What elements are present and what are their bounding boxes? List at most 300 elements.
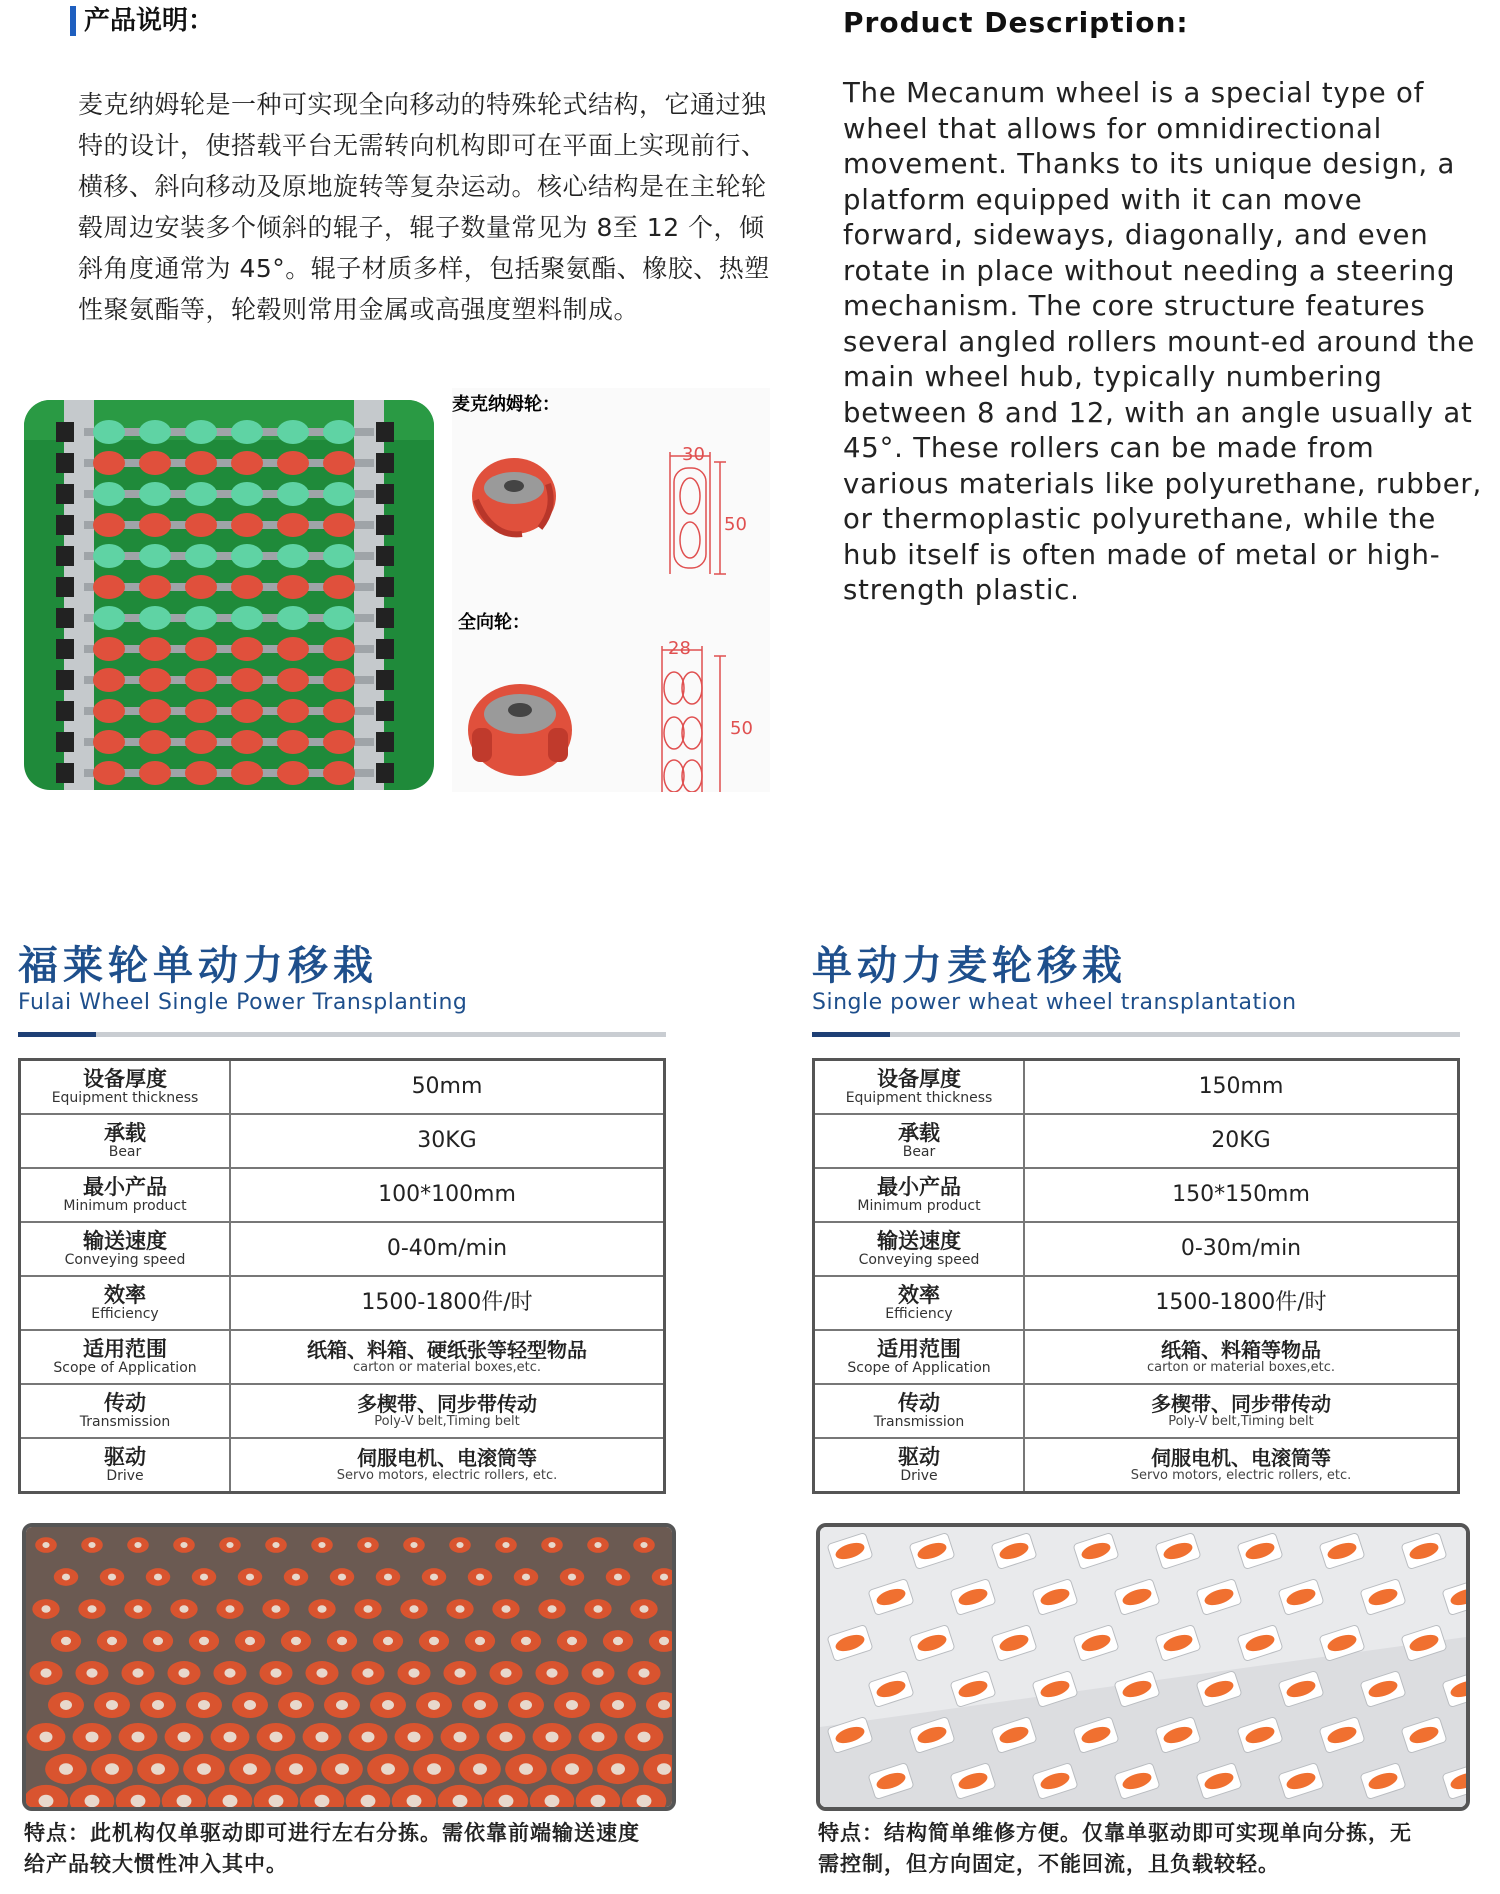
side-bracket <box>56 515 74 535</box>
roller-hub <box>315 1795 330 1807</box>
spec-value: 多楔带、同步带传动 <box>357 1392 537 1416</box>
side-bracket <box>376 546 394 566</box>
spec-key-cell <box>20 1330 231 1384</box>
spec-value: 纸箱、料箱、硬纸张等轻型物品 <box>307 1338 587 1362</box>
roller-hub <box>179 1605 188 1613</box>
side-bracket <box>376 763 394 783</box>
spec-row <box>814 1222 1459 1276</box>
spec-value-cell <box>1024 1114 1459 1168</box>
roller-hub <box>614 1574 622 1581</box>
spec-value: 30KG <box>417 1128 477 1153</box>
roller-hub <box>522 1574 530 1581</box>
spec-value-cell <box>230 1384 665 1438</box>
side-bracket <box>56 732 74 752</box>
spec-value-cell <box>1024 1330 1459 1384</box>
product-1-photo <box>22 1523 676 1811</box>
roller-hub <box>454 1732 467 1743</box>
roller-hub <box>40 1732 53 1743</box>
roller-hub <box>316 1668 327 1677</box>
spec-key-cell <box>20 1222 231 1276</box>
spec-key-en: Equipment thickness <box>51 1090 199 1106</box>
roller-wheel <box>139 451 171 475</box>
roller-hub <box>475 1637 485 1645</box>
roller-wheel <box>93 482 125 506</box>
roller-wheel <box>323 606 355 630</box>
roller-hub <box>408 1732 421 1743</box>
roller-hub <box>567 1637 577 1645</box>
spec-value-cell <box>230 1330 665 1384</box>
side-bracket <box>56 763 74 783</box>
spec-row <box>20 1330 665 1384</box>
omni-dimension-drawing <box>662 646 726 792</box>
spec-row <box>814 1276 1459 1330</box>
roller-hub <box>86 1732 99 1743</box>
spec-row <box>20 1168 665 1222</box>
spec-value-cell <box>1024 1222 1459 1276</box>
roller-hub <box>178 1732 191 1743</box>
roller-wheel <box>93 606 125 630</box>
roller-hub <box>548 1542 555 1548</box>
roller-wheel <box>185 730 217 754</box>
roller-hub <box>316 1732 329 1743</box>
roller-hub <box>521 1637 531 1645</box>
roller-wheel <box>185 544 217 568</box>
roller-wheel <box>93 637 125 661</box>
spec-value-en: carton or material boxes,etc. <box>352 1360 542 1375</box>
side-bracket <box>56 670 74 690</box>
roller-wheel <box>231 699 263 723</box>
spec-key-zh: 效率 <box>898 1283 940 1307</box>
spec-value-cell <box>230 1276 665 1330</box>
roller-hub <box>131 1795 146 1807</box>
spec-key-zh: 驱动 <box>104 1445 146 1469</box>
spec-row <box>814 1438 1459 1493</box>
spec-value: 伺服电机、电滚筒等 <box>1151 1446 1331 1470</box>
roller-wheel <box>93 513 125 537</box>
spec-value: 150*150mm <box>1172 1182 1310 1207</box>
spec-key-en: Minimum product <box>857 1198 981 1214</box>
roller-hub <box>474 1700 486 1710</box>
roller-hub <box>223 1795 238 1807</box>
roller-hub <box>270 1732 283 1743</box>
roller-wheel <box>185 606 217 630</box>
product-2-spec-table <box>812 1058 1460 1494</box>
spec-key-en: Transmission <box>79 1414 171 1430</box>
roller-hub <box>177 1795 192 1807</box>
spec-key-en: Scope of Application <box>53 1360 197 1376</box>
spec-value-cell <box>1024 1276 1459 1330</box>
roller-hub <box>244 1700 256 1710</box>
side-bracket <box>376 515 394 535</box>
roller-hub <box>384 1574 392 1581</box>
spec-value-cell <box>230 1438 665 1493</box>
roller-hub <box>269 1795 284 1807</box>
spec-key-en: Bear <box>108 1144 142 1160</box>
spec-row <box>814 1114 1459 1168</box>
fulai-wheel-rollers-illustration <box>26 1527 672 1807</box>
roller-hub <box>381 1763 395 1775</box>
spec-key-zh: 适用范围 <box>83 1337 167 1361</box>
side-bracket <box>376 422 394 442</box>
roller-hub <box>566 1700 578 1710</box>
roller-hub <box>336 1700 348 1710</box>
roller-wheel <box>231 420 263 444</box>
spec-value-en: Servo motors, electric rollers, etc. <box>1130 1468 1352 1483</box>
spec-key-zh: 设备厚度 <box>83 1067 167 1091</box>
spec-value-cell <box>230 1168 665 1222</box>
product-1-title-rule <box>18 1032 666 1037</box>
roller-wheel <box>231 606 263 630</box>
roller-hub <box>519 1763 533 1775</box>
roller-wheel <box>231 451 263 475</box>
spec-value-en: carton or material boxes,etc. <box>1146 1360 1336 1375</box>
roller-hub <box>594 1542 601 1548</box>
en-description: The Mecanum wheel is a special type of wheel that allows for omnidirectional movement. Thanks to its unique design, a platform equipped with it can move forward, sideways, diagonally, and even rotate in place without needing a steering mechanism. The core structure features several angled rollers mount-ed around the main wheel hub, typically numbering between 8 and 12, with an angle usually at 45°. These rollers can be made from various materials like polyurethane, rubber, or thermoplastic polyurethane, while the hub itself is often made of metal or high-strength plastic. <box>843 77 1483 606</box>
spec-key-en: Drive <box>106 1468 144 1484</box>
roller-wheel <box>231 544 263 568</box>
side-bracket <box>56 577 74 597</box>
roller-wheel <box>139 420 171 444</box>
roller-hub <box>427 1763 441 1775</box>
side-bracket <box>56 422 74 442</box>
product-2-title-rule <box>812 1032 1460 1037</box>
spec-key-zh: 输送速度 <box>83 1229 167 1253</box>
roller-hub <box>154 1574 162 1581</box>
roller-wheel <box>277 606 309 630</box>
roller-hub <box>198 1700 210 1710</box>
spec-key-zh: 输送速度 <box>877 1229 961 1253</box>
spec-key-zh: 设备厚度 <box>877 1067 961 1091</box>
roller-hub <box>592 1668 603 1677</box>
spec-row <box>814 1060 1459 1115</box>
roller-hub <box>134 1542 141 1548</box>
roller-wheel <box>139 637 171 661</box>
roller-hub <box>545 1795 560 1807</box>
spec-row <box>20 1060 665 1115</box>
spec-value-cell <box>1024 1168 1459 1222</box>
roller-wheel <box>93 699 125 723</box>
roller-hub <box>151 1763 165 1775</box>
roller-hub <box>382 1700 394 1710</box>
wheel-diagrams-panel <box>452 388 770 792</box>
roller-hub <box>133 1605 142 1613</box>
roller-hub <box>593 1605 602 1613</box>
roller-wheel <box>139 668 171 692</box>
roller-wheel <box>139 575 171 599</box>
spec-key-cell <box>814 1438 1025 1493</box>
spec-key-zh: 最小产品 <box>83 1175 167 1199</box>
roller-hub <box>408 1668 419 1677</box>
product-1-spec-table <box>18 1058 666 1494</box>
roller-wheel <box>323 513 355 537</box>
spec-key-zh: 承载 <box>898 1121 940 1145</box>
roller-hub <box>657 1763 671 1775</box>
roller-wheel <box>277 730 309 754</box>
spec-value: 150mm <box>1198 1074 1284 1099</box>
spec-key-zh: 承载 <box>104 1121 146 1145</box>
roller-wheel <box>185 451 217 475</box>
spec-key-en: Bear <box>902 1144 936 1160</box>
roller-hub <box>39 1795 54 1807</box>
roller-hub <box>132 1732 145 1743</box>
spec-value-en: Servo motors, electric rollers, etc. <box>336 1468 558 1483</box>
spec-row <box>20 1276 665 1330</box>
roller-hub <box>613 1637 623 1645</box>
roller-hub <box>132 1668 143 1677</box>
product-2-feature: 特点：结构简单维修方便。仅靠单驱动即可实现单向分拣，无需控制，但方向固定，不能回流，且负载较轻。 <box>818 1821 1412 1876</box>
roller-hub <box>546 1668 557 1677</box>
roller-wheel <box>231 730 263 754</box>
roller-hub <box>453 1795 468 1807</box>
roller-hub <box>106 1700 118 1710</box>
roller-hub <box>660 1574 668 1581</box>
spec-row <box>814 1384 1459 1438</box>
roller-hub <box>291 1637 301 1645</box>
roller-wheel <box>93 420 125 444</box>
spec-value: 伺服电机、电滚筒等 <box>357 1446 537 1470</box>
spec-key-cell <box>20 1168 231 1222</box>
roller-wheel <box>139 482 171 506</box>
roller-hub <box>292 1574 300 1581</box>
roller-hub <box>592 1732 605 1743</box>
product-2-photo <box>816 1523 1470 1811</box>
roller-hub <box>520 1700 532 1710</box>
spec-value: 0-30m/min <box>1180 1236 1302 1261</box>
roller-wheel <box>93 761 125 785</box>
roller-hub <box>289 1763 303 1775</box>
roller-wheel <box>139 544 171 568</box>
roller-wheel <box>323 420 355 444</box>
omni-width-dim: 28 <box>668 638 691 659</box>
spec-value-en: Poly-V belt,Timing belt <box>1168 1414 1314 1429</box>
roller-wheel <box>185 575 217 599</box>
roller-hub <box>245 1637 255 1645</box>
spec-key-zh: 传动 <box>898 1391 940 1415</box>
roller-wheel <box>323 544 355 568</box>
side-bracket <box>56 484 74 504</box>
roller-wheel <box>185 761 217 785</box>
spec-key-en: Efficiency <box>91 1306 159 1322</box>
roller-hub <box>199 1637 209 1645</box>
roller-hub <box>640 1542 647 1548</box>
roller-hub <box>456 1542 463 1548</box>
roller-hub <box>59 1763 73 1775</box>
spec-row <box>814 1168 1459 1222</box>
spec-row <box>20 1222 665 1276</box>
side-bracket <box>56 701 74 721</box>
roller-hub <box>153 1637 163 1645</box>
roller-wheel <box>185 513 217 537</box>
spec-value: 20KG <box>1211 1128 1271 1153</box>
roller-hub <box>88 1542 95 1548</box>
roller-hub <box>62 1574 70 1581</box>
roller-hub <box>107 1637 117 1645</box>
roller-wheel <box>231 482 263 506</box>
spec-value-cell <box>1024 1438 1459 1493</box>
spec-key-en: Conveying speed <box>858 1252 980 1268</box>
spec-key-cell <box>20 1276 231 1330</box>
roller-hub <box>429 1637 439 1645</box>
omni-height-dim: 50 <box>730 718 753 739</box>
spec-value-cell <box>230 1114 665 1168</box>
roller-hub <box>225 1605 234 1613</box>
spec-value: 纸箱、料箱等物品 <box>1161 1338 1321 1362</box>
roller-wheel <box>93 575 125 599</box>
mecanum-dimension-drawing <box>670 452 726 574</box>
side-bracket <box>376 577 394 597</box>
spec-key-cell <box>814 1330 1025 1384</box>
spec-value-cell <box>1024 1060 1459 1115</box>
spec-value-cell <box>230 1060 665 1115</box>
spec-key-cell <box>20 1384 231 1438</box>
mecanum-width-dim: 30 <box>682 444 705 465</box>
zh-section-heading: 产品说明： <box>70 6 214 36</box>
roller-hub <box>611 1763 625 1775</box>
roller-hub <box>407 1795 422 1807</box>
side-bracket <box>376 732 394 752</box>
en-section-heading: Product Description: <box>843 6 1189 39</box>
roller-hub <box>335 1763 349 1775</box>
roller-hub <box>638 1732 651 1743</box>
spec-key-cell <box>20 1114 231 1168</box>
spec-key-en: Minimum product <box>63 1198 187 1214</box>
spec-value: 50mm <box>411 1074 483 1099</box>
spec-key-en: Equipment thickness <box>845 1090 993 1106</box>
side-bracket <box>376 639 394 659</box>
roller-hub <box>41 1605 50 1613</box>
side-bracket <box>56 546 74 566</box>
roller-hub <box>60 1700 72 1710</box>
roller-hub <box>61 1637 71 1645</box>
roller-wheel <box>231 668 263 692</box>
roller-wheel <box>231 637 263 661</box>
side-bracket <box>376 453 394 473</box>
product-2-subtitle: Single power wheat wheel transplantation <box>812 990 1297 1015</box>
mecanum-conveyor-illustration <box>24 400 434 790</box>
roller-wheel <box>185 637 217 661</box>
roller-wheel <box>277 513 309 537</box>
roller-hub <box>224 1668 235 1677</box>
roller-wheel <box>323 482 355 506</box>
roller-hub <box>42 1542 49 1548</box>
roller-wheel <box>323 575 355 599</box>
spec-key-cell <box>814 1276 1025 1330</box>
roller-hub <box>226 1542 233 1548</box>
roller-hub <box>658 1700 670 1710</box>
mecanum-wheel-label: 麦克纳姆轮： <box>452 394 560 415</box>
roller-hub <box>243 1763 257 1775</box>
roller-hub <box>454 1668 465 1677</box>
roller-wheel <box>277 575 309 599</box>
roller-wheel <box>93 544 125 568</box>
roller-hub <box>547 1605 556 1613</box>
mecanum-plate-illustration <box>820 1527 1466 1807</box>
roller-hub <box>180 1542 187 1548</box>
roller-hub <box>501 1605 510 1613</box>
roller-hub <box>455 1605 464 1613</box>
roller-hub <box>362 1732 375 1743</box>
roller-wheel <box>323 730 355 754</box>
side-bracket <box>56 608 74 628</box>
roller-hub <box>568 1574 576 1581</box>
mecanum-conveyor-photo <box>24 400 434 790</box>
roller-hub <box>290 1700 302 1710</box>
roller-hub <box>86 1668 97 1677</box>
spec-key-en: Transmission <box>873 1414 965 1430</box>
roller-wheel <box>231 513 263 537</box>
roller-wheel <box>185 668 217 692</box>
roller-hub <box>105 1763 119 1775</box>
roller-hub <box>361 1795 376 1807</box>
roller-wheel <box>323 699 355 723</box>
roller-wheel <box>277 451 309 475</box>
roller-wheel <box>185 699 217 723</box>
roller-hub <box>271 1605 280 1613</box>
product-1-title: 福莱轮单动力移栽 <box>18 943 378 989</box>
roller-hub <box>612 1700 624 1710</box>
spec-row <box>20 1384 665 1438</box>
roller-hub <box>85 1795 100 1807</box>
roller-hub <box>428 1700 440 1710</box>
roller-hub <box>502 1542 509 1548</box>
roller-wheel <box>277 482 309 506</box>
spec-key-cell <box>814 1168 1025 1222</box>
roller-hub <box>318 1542 325 1548</box>
spec-key-cell <box>814 1060 1025 1115</box>
roller-hub <box>152 1700 164 1710</box>
roller-wheel <box>277 420 309 444</box>
roller-wheel <box>323 451 355 475</box>
spec-value: 100*100mm <box>378 1182 516 1207</box>
roller-hub <box>108 1574 116 1581</box>
product-2-title: 单动力麦轮移栽 <box>812 943 1127 989</box>
omni-wheel-image <box>468 684 572 776</box>
roller-hub <box>410 1542 417 1548</box>
roller-hub <box>363 1605 372 1613</box>
roller-hub <box>638 1668 649 1677</box>
spec-row <box>814 1330 1459 1384</box>
roller-wheel <box>277 637 309 661</box>
roller-hub <box>473 1763 487 1775</box>
roller-hub <box>364 1542 371 1548</box>
roller-hub <box>500 1668 511 1677</box>
roller-wheel <box>139 730 171 754</box>
zh-description: 麦克纳姆轮是一种可实现全向移动的特殊轮式结构，它通过独特的设计，使搭载平台无需转向机构即可在平面上实现前行、横移、斜向移动及原地旋转等复杂运动。核心结构是在主轮轮毂周边安装多个倾斜的辊子，辊子数量常见为 8至 12 个，倾斜角度通常为 45°。辊子材质多样，包括聚氨酯、橡胶、热塑性聚氨酯等，轮毂则常用金属或高强度塑料制成。 <box>78 90 770 324</box>
spec-value: 1500-1800件/时 <box>1155 1290 1327 1315</box>
spec-value-cell <box>230 1222 665 1276</box>
side-bracket <box>56 453 74 473</box>
spec-key-cell <box>814 1384 1025 1438</box>
roller-hub <box>639 1605 648 1613</box>
roller-wheel <box>139 761 171 785</box>
roller-wheel <box>277 761 309 785</box>
spec-row <box>20 1438 665 1493</box>
roller-wheel <box>93 730 125 754</box>
spec-value: 1500-1800件/时 <box>361 1290 533 1315</box>
spec-key-zh: 传动 <box>104 1391 146 1415</box>
spec-value-cell <box>1024 1384 1459 1438</box>
mecanum-wheel-image <box>472 458 556 534</box>
spec-key-cell <box>814 1114 1025 1168</box>
roller-wheel <box>93 451 125 475</box>
product-1-subtitle: Fulai Wheel Single Power Transplanting <box>18 990 468 1015</box>
roller-wheel <box>231 575 263 599</box>
roller-hub <box>270 1668 281 1677</box>
roller-hub <box>476 1574 484 1581</box>
roller-wheel <box>93 668 125 692</box>
roller-hub <box>200 1574 208 1581</box>
roller-wheel <box>185 420 217 444</box>
